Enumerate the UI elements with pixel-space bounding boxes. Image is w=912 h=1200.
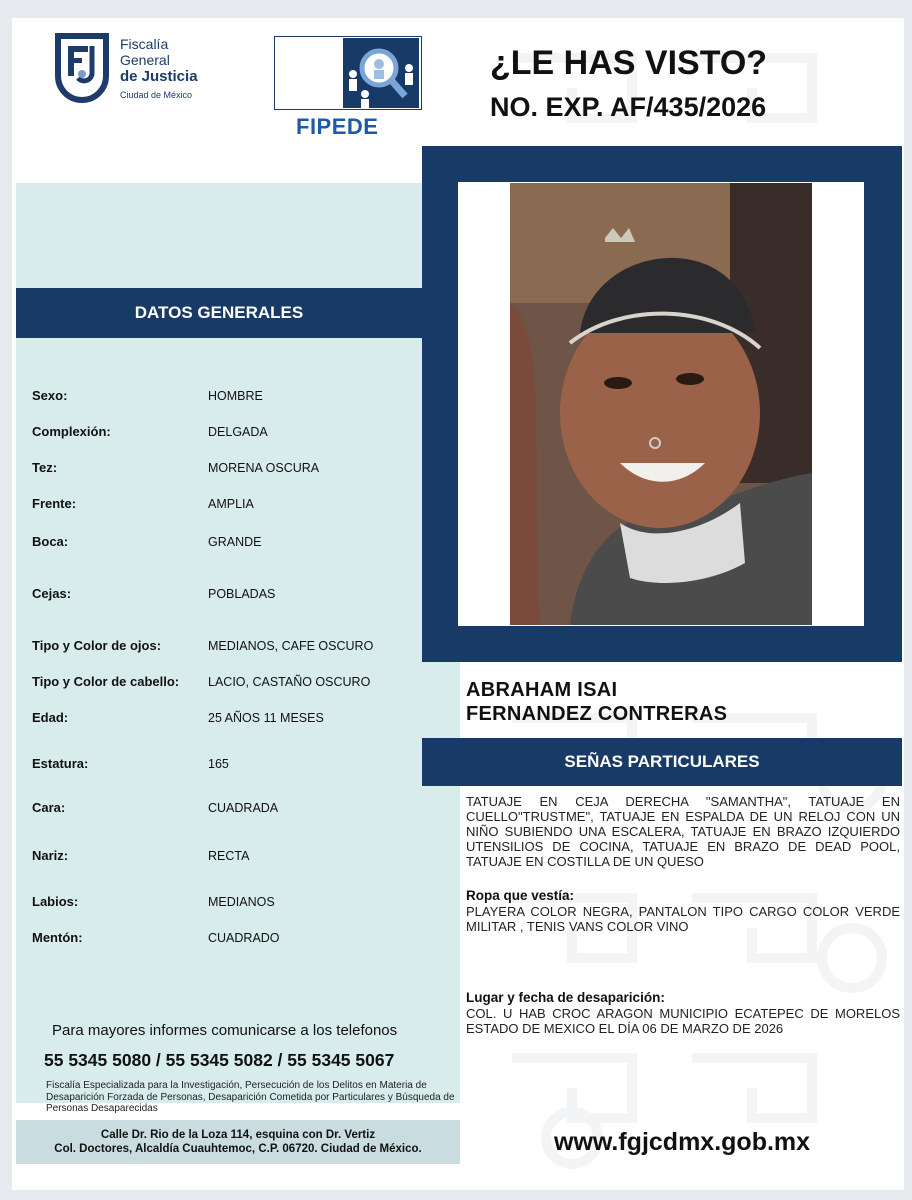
data-row-value: CUADRADO: [208, 931, 280, 945]
data-row-value: MEDIANOS, CAFE OSCURO: [208, 639, 374, 653]
photo-mat: [458, 182, 864, 626]
phone-numbers: 55 5345 5080 / 55 5345 5082 / 55 5345 5067: [44, 1050, 395, 1070]
org-line2: General: [120, 52, 170, 68]
data-row-value: RECTA: [208, 849, 250, 863]
data-row-label: Sexo:: [32, 388, 68, 403]
name-line1: ABRAHAM ISAI: [466, 679, 618, 701]
data-row-label: Edad:: [32, 710, 69, 725]
org-line1: Fiscalía: [120, 36, 169, 52]
data-row-value: GRANDE: [208, 535, 262, 549]
person-photo: [510, 183, 812, 625]
data-row-label: Cara:: [32, 800, 66, 815]
data-row-label: Complexión:: [32, 424, 111, 439]
data-row-label: Mentón:: [32, 930, 83, 945]
data-row-label: Tipo y Color de ojos:: [32, 638, 162, 653]
person-name: [466, 678, 727, 726]
data-row-label: Tipo y Color de cabello:: [32, 674, 180, 689]
fiscalia-description: Fiscalía Especializada para la Investigación, Persecución de los Delitos en Materia de Desaparición Forzada de Personas, Desaparición Cometida por Particulares y Búsqueda de Personas Desaparecidas: [46, 1080, 455, 1114]
data-row-value: MEDIANOS: [208, 895, 275, 909]
name-line2: FERNANDEZ CONTRERAS: [466, 703, 728, 725]
data-row-label: Estatura:: [32, 756, 89, 771]
data-row-label: Frente:: [32, 496, 77, 511]
data-row-label: Cejas:: [32, 586, 72, 601]
org-line4: Ciudad de México: [120, 90, 193, 100]
data-row-value: 165: [208, 757, 229, 771]
disappearance-heading: Lugar y fecha de desaparición:: [466, 990, 665, 1005]
magnifier-people-icon: [343, 38, 419, 108]
fgj-wordmark: [120, 36, 198, 102]
photo-frame: [422, 146, 902, 662]
data-row-label: Tez:: [32, 460, 58, 475]
website-link[interactable]: www.fgjcdmx.gob.mx: [554, 1128, 811, 1156]
distinguishing-marks-text: TATUAJE EN CEJA DERECHA "SAMANTHA", TATUAJE EN CUELLO"TRUSTME", TATUAJE EN ESPALDA DE UN RELOJ CON UN NIÑO SUBIENDO UNA ESCALERA, TATUAJE EN BRAZO IZQUIERDO UTENSILIOS DE COCINA, TATUAJE EN BRAZO DE DEAD POOL, TATUAJE EN COSTILLA DE UN QUESO: [466, 794, 900, 869]
data-row-label: Labios:: [32, 894, 79, 909]
clothing-text: PLAYERA COLOR NEGRA, PANTALON TIPO CARGO COLOR VERDE MILITAR , TENIS VANS COLOR VINO: [466, 904, 900, 934]
data-row-value: POBLADAS: [208, 587, 276, 601]
data-row-value: MORENA OSCURA: [208, 461, 320, 475]
contact-info-line: Para mayores informes comunicarse a los telefonos: [52, 1022, 398, 1039]
fgj-logo-icon: [52, 30, 112, 110]
page-title: ¿LE HAS VISTO?: [490, 44, 768, 82]
file-number: NO. EXP. AF/435/2026: [490, 92, 767, 122]
data-row-label: Nariz:: [32, 848, 69, 863]
address-bar: [16, 1120, 460, 1164]
fipede-logo: [274, 36, 422, 110]
fipede-label: FIPEDE: [296, 114, 379, 139]
distinguishing-marks-heading: SEÑAS PARTICULARES: [422, 738, 902, 786]
data-row-label: Boca:: [32, 534, 69, 549]
data-row-value: AMPLIA: [208, 497, 254, 511]
address-line1: Calle Dr. Rio de la Loza 114, esquina con Dr. Vertiz: [100, 1129, 376, 1141]
general-data-heading: DATOS GENERALES: [16, 288, 422, 338]
disappearance-text: COL. U HAB CROC ARAGON MUNICIPIO ECATEPEC DE MORELOS ESTADO DE MEXICO EL DÍA 06 DE MARZO DE 2026: [466, 1006, 900, 1036]
missing-person-poster: [12, 18, 904, 1190]
data-row-value: 25 AÑOS 11 MESES: [208, 711, 324, 725]
org-line3: de Justicia: [120, 68, 198, 85]
clothing-heading: Ropa que vestía:: [466, 888, 575, 903]
data-row-value: LACIO, CASTAÑO OSCURO: [208, 675, 371, 689]
address-line2: Col. Doctores, Alcaldía Cuauhtemoc, C.P. 06720. Ciudad de México.: [54, 1143, 422, 1155]
data-row-value: CUADRADA: [208, 801, 279, 815]
data-row-value: HOMBRE: [208, 389, 263, 403]
data-row-value: DELGADA: [208, 425, 268, 439]
